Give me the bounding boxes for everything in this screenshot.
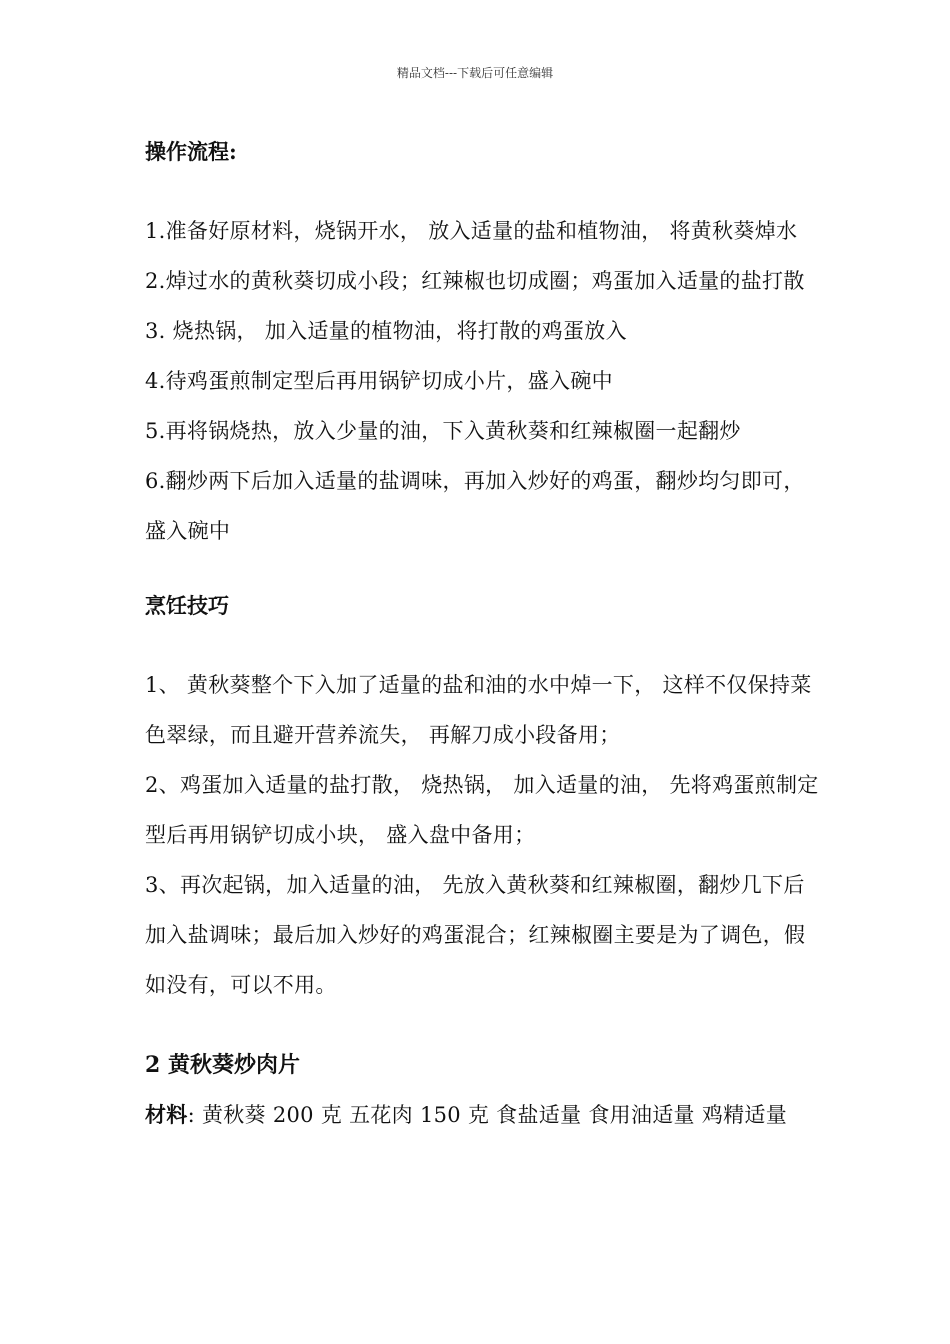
step-2: 2.焯过水的黄秋葵切成小段；红辣椒也切成圈；鸡蛋加入适量的盐打散 [145,269,805,293]
materials-label: 材料 [145,1102,188,1127]
step-1: 1.准备好原材料，烧锅开水， 放入适量的盐和植物油， 将黄秋葵焯水 [145,219,798,243]
tip-2: 2、鸡蛋加入适量的盐打散， 烧热锅， 加入适量的油， 先将鸡蛋煎制定型后再用锅铲切成小块， 盛入盘中备用； [145,773,819,847]
tips-title: 烹饪技巧 [145,593,229,618]
materials-text: : 黄秋葵 200 克 五花肉 150 克 食盐适量 食用油适量 鸡精适量 [187,1103,788,1127]
page-header: 精品文档---下载后可任意编辑 [396,66,554,80]
tips-section-header [145,586,825,626]
document-body [145,132,825,1140]
cooking-tips [145,660,825,1010]
step-5: 5.再将锅烧热，放入少量的油，下入黄秋葵和红辣椒圈一起翻炒 [145,419,741,443]
recipe-2-title: 2 黄秋葵炒肉片 [145,1052,300,1078]
step-3: 3. 烧热锅， 加入适量的植物油，将打散的鸡蛋放入 [145,319,627,343]
tip-1: 1、 黄秋葵整个下入加了适量的盐和油的水中焯一下， 这样不仅保持菜色翠绿，而且避开营养流失， 再解刀成小段备用； [145,673,812,747]
operation-section-header [145,132,825,172]
recipe-2-section [145,1040,825,1140]
tip-3: 3、再次起锅，加入适量的油， 先放入黄秋葵和红辣椒圈，翻炒几下后加入盐调味；最后加入炒好的鸡蛋混合；红辣椒圈主要是为了调色，假如没有，可以不用。 [145,873,806,997]
operation-title: 操作流程: [145,139,237,164]
recipe-2-materials [145,1090,825,1140]
operation-steps [145,206,825,556]
step-4: 4.待鸡蛋煎制定型后再用锅铲切成小片，盛入碗中 [145,369,613,393]
step-6: 6.翻炒两下后加入适量的盐调味，再加入炒好的鸡蛋，翻炒均匀即可，盛入碗中 [145,469,805,543]
